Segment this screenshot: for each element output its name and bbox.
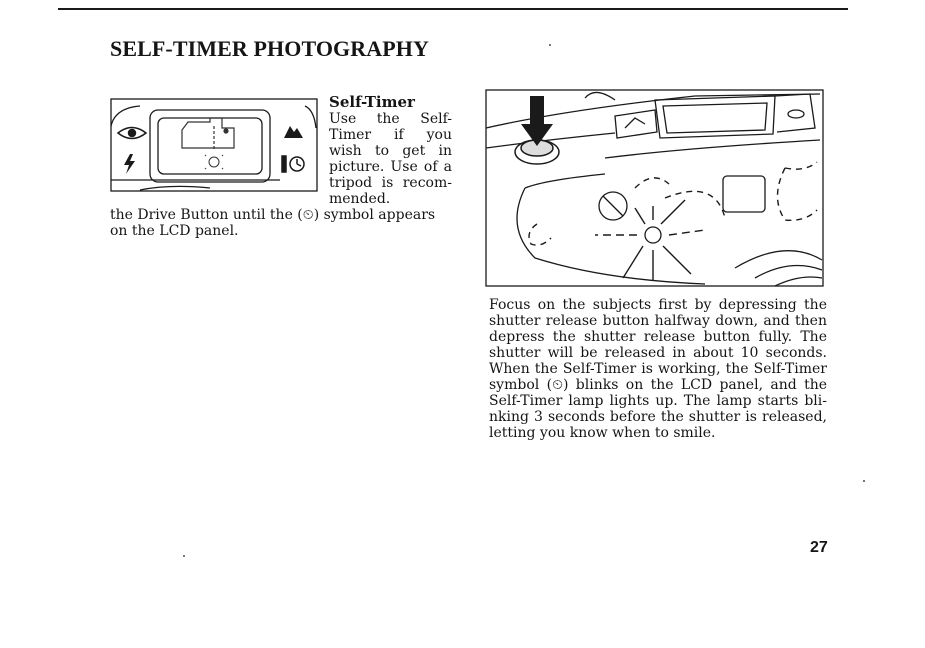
section-heading: Self-Timer bbox=[329, 93, 415, 111]
side-line: wish to get in bbox=[329, 143, 452, 159]
side-line: picture. Use of a bbox=[329, 159, 452, 175]
side-line: mended. bbox=[329, 191, 391, 207]
continuation-line: the Drive Button until the (⏲) symbol appears bbox=[110, 207, 436, 223]
scan-speck bbox=[863, 480, 865, 482]
self-timer-icon bbox=[282, 156, 304, 172]
flash-icon bbox=[124, 154, 135, 174]
page-number: 27 bbox=[810, 539, 828, 556]
red-eye-icon bbox=[118, 128, 146, 139]
top-rule bbox=[58, 8, 848, 10]
side-line: tripod is recom- bbox=[329, 175, 452, 191]
instruction-line: shutter will be released in about 10 seconds. bbox=[489, 345, 827, 361]
continuation-line: on the LCD panel. bbox=[110, 223, 239, 239]
blink-rays-icon bbox=[529, 162, 817, 280]
side-paragraph bbox=[329, 111, 452, 207]
instruction-line: When the Self-Timer is working, the Self-Timer bbox=[489, 361, 827, 377]
camera-top-figure bbox=[485, 88, 825, 288]
side-line: Timer if you bbox=[329, 127, 452, 143]
scan-speck bbox=[549, 44, 551, 46]
instruction-line: nking 3 seconds before the shutter is released, bbox=[489, 409, 827, 425]
instruction-line: Focus on the subjects first by depressing the bbox=[489, 297, 827, 313]
mountain-icon bbox=[284, 126, 303, 138]
instruction-line: Self-Timer lamp lights up. The lamp starts bli- bbox=[489, 393, 827, 409]
instruction-line: shutter release button halfway down, and then bbox=[489, 313, 827, 329]
instruction-paragraph bbox=[489, 297, 827, 441]
side-line: Use the Self- bbox=[329, 111, 452, 127]
lcd-panel-figure bbox=[110, 98, 320, 194]
instruction-line: letting you know when to smile. bbox=[489, 425, 716, 441]
lcd-self-timer-icon bbox=[204, 154, 224, 170]
lcd-panel-frame bbox=[111, 99, 317, 191]
instruction-line: symbol (⏲) blinks on the LCD panel, and the bbox=[489, 377, 827, 393]
down-arrow-icon bbox=[521, 96, 553, 146]
page-title: SELF-TIMER PHOTOGRAPHY bbox=[110, 36, 429, 61]
instruction-line: depress the shutter release button fully. The bbox=[489, 329, 827, 345]
frame-icon bbox=[182, 118, 234, 150]
scan-speck bbox=[183, 555, 185, 557]
